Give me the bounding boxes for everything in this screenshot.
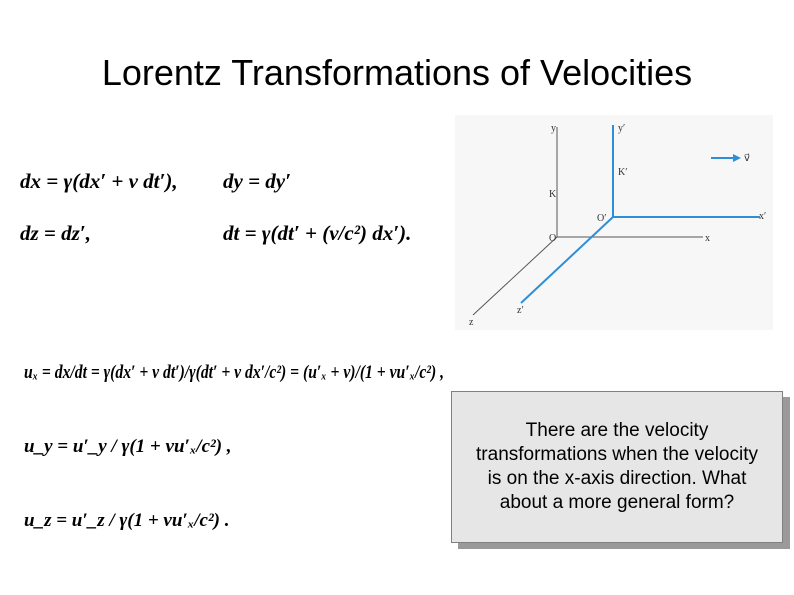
eq-dy: dy = dy′	[223, 169, 292, 193]
eq-uy: u_y = u′_y / γ(1 + vu′ₓ/c²) ,	[24, 436, 232, 457]
label-x: x	[705, 233, 710, 244]
callout-box	[451, 391, 783, 543]
label-z-prime: z′	[517, 305, 524, 316]
label-O-prime: O′	[597, 213, 607, 224]
label-K: K	[549, 189, 557, 200]
label-y: y	[551, 123, 556, 134]
label-O: O	[549, 233, 557, 244]
eq-dx: dx = γ(dx′ + v dt′),	[20, 169, 178, 193]
slide-title: Lorentz Transformations of Velocities	[101, 52, 693, 93]
eq-dz: dz = dz′,	[20, 221, 91, 245]
label-v: v⃗	[744, 153, 750, 164]
axis-z	[473, 237, 557, 315]
eq-dt: dt = γ(dt′ + (v/c²) dx′).	[223, 221, 412, 245]
reference-frames-diagram	[455, 115, 773, 330]
frames-svg	[455, 115, 773, 330]
label-z: z	[469, 317, 474, 328]
axis-z-prime	[521, 217, 613, 303]
eq-uz: u_z = u′_z / γ(1 + vu′ₓ/c²) .	[24, 510, 230, 531]
callout-text: There are the velocity transformations when the velocity is on the x-axis direction. What about a more general form?	[476, 420, 758, 513]
lorentz-coordinate-equations	[18, 160, 438, 270]
label-y-prime: y′	[618, 123, 626, 134]
label-K-prime: K′	[618, 167, 628, 178]
label-x-prime: x′	[759, 211, 767, 222]
velocity-transformation-equations	[22, 340, 452, 570]
eq-ux: uₓ = dx/dt = γ(dx′ + v dt′)/γ(dt′ + v dx′/c²) = (u′ₓ + v)/(1 + vu′ₓ/c²) ,	[24, 362, 444, 383]
velocity-arrow-head	[733, 154, 741, 162]
